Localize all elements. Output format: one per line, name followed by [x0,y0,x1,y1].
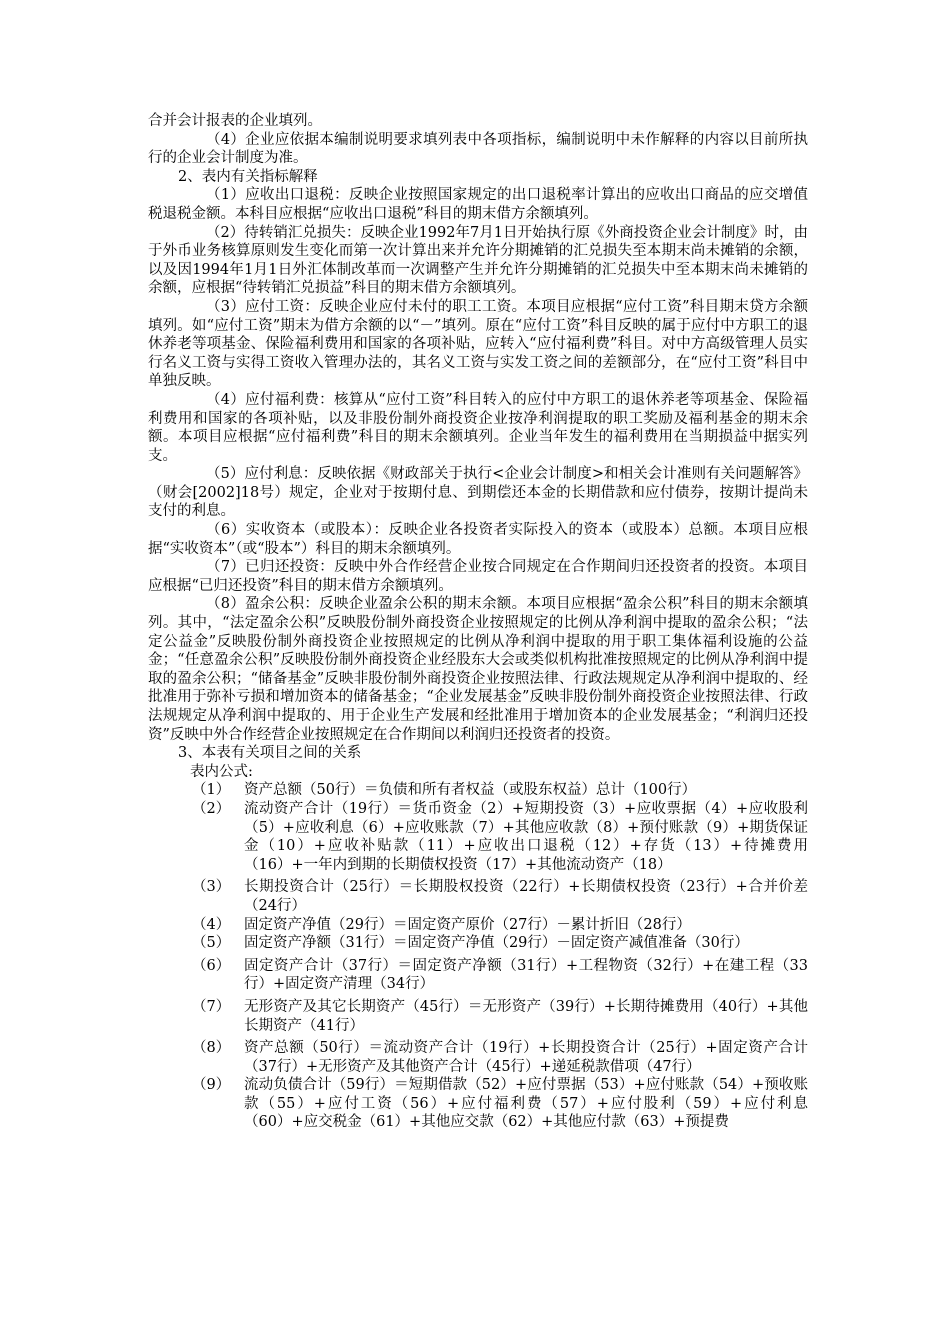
item-8: （8）盈余公积：反映企业盈余公积的期末余额。本项目应根据“盈余公积”科目的期末余额填列。其中，“法定盈余公积”反映股份制外商投资企业按照规定的比例从净利润中提取的盈余公积；“法定公益金”反映股份制外商投资企业按照规定的比例从净利润中提取的用于职工集体福利设施的公益金；“任意盈余公积”反映股份制外商投资企业经股东大会或类似机构批准按照规定的比例从净利润中提取的盈余公积；“储备基金”反映非股份制外商投资企业按照法律、行政法规规定从净利润中提取的、经批准用于弥补亏损和增加资本的储备基金；“企业发展基金”反映非股份制外商投资企业按照法律、行政法规规定从净利润中提取的、用于企业生产发展和经批准用于增加资本的企业发展基金；“利润归还投资”反映中外合作经营企业按照规定在合作期间以利润归还投资者的投资。 [148,596,808,743]
paragraph-continuation: 合并会计报表的企业填列。 [148,113,322,129]
formula-text: 资产总额（50行）＝负债和所有者权益（或股东权益）总计（100行） [244,782,697,799]
formula-text: 固定资产净额（31行）＝固定资产净值（29行）－固定资产减值准备（30行） [244,935,749,952]
formula-8 [148,1039,808,1076]
formula-number: （6） [192,957,231,974]
section-heading-3: 3、本表有关项目之间的关系 [178,745,362,762]
item-2: （2）待转销汇兑损失：反映企业1992年7月1日开始执行原《外商投资企业会计制度》时，由于外币业务核算原则发生变化而第一次计算出来并允许分期摊销的汇兑损失至本期末尚未摊销的余额，以及因1994年1月1日外汇体制改革而一次调整产生并允许分期摊销的汇兑损失中至本期末尚未摊销的余额，应根据“待转销汇兑损益”科目的期末借方余额填列。 [148,224,808,297]
formula-number: （1） [192,782,231,799]
formula-7 [148,998,808,1035]
item-7: （7）已归还投资：反映中外合作经营企业按合同规定在合作期间归还投资者的投资。本项目应根据“已归还投资”科目的期末借方余额填列。 [148,559,808,594]
formula-number: （3） [192,879,231,896]
formula-number: （9） [192,1077,231,1094]
formula-2 [148,800,808,874]
formula-number: （5） [192,935,231,952]
formula-3 [148,878,808,915]
document-body [148,112,808,1132]
formula-9 [148,1076,808,1132]
formula-number: （7） [192,998,231,1015]
formula-text: 长期投资合计（25行）＝长期股权投资（22行）+长期债权投资（23行）+合并价差（24行） [244,879,808,914]
formula-label: 表内公式: [190,763,253,780]
formula-text: 流动负债合计（59行）＝短期借款（52）+应付票据（53）+应付账款（54）+预收账款（55）+应付工资（56）+应付福利费（57）+应付股利（59）+应付利息（60）+应交税金（61）+其他应交款（62）+其他应付款（63）+预提费 [244,1077,808,1131]
formula-number: （4） [192,916,231,933]
section-heading-2: 2、表内有关指标解释 [178,168,318,185]
item-3: （3）应付工资：反映企业应付未付的职工工资。本项目应根据“应付工资”科目期末贷方余额填列。如“应付工资”期末为借方余额的以“－”填列。原在“应付工资”科目反映的属于应付中方职工的退休养老等项基金、保险福利费用和国家的各项补贴，应转入“应付福利费”科目。对中方高级管理人员实行名义工资与实得工资收入管理办法的，其名义工资与实发工资之间的差额部分，在“应付工资”科目中单独反映。 [148,298,808,390]
item-1: （1）应收出口退税：反映企业按照国家规定的出口退税率计算出的应收出口商品的应交增值税退税金额。本科目应根据“应收出口退税”科目的期末借方余额填列。 [148,187,808,222]
formula-number: （8） [192,1040,231,1057]
formula-text: 固定资产合计（37行）＝固定资产净额（31行）+工程物资（32行）+在建工程（33行）+固定资产清理（34行） [244,957,808,993]
formula-text: 无形资产及其它长期资产（45行）＝无形资产（39行）+长期待摊费用（40行）+其他长期资产（41行） [244,998,808,1034]
item-5: （5）应付利息：反映依据《财政部关于执行<企业会计制度>和相关会计准则有关问题解答》（财会[2002]18号）规定，企业对于按期付息、到期偿还本金的长期借款和应付债券，按期计提尚未支付的利息。 [148,466,808,520]
formula-5 [148,934,808,953]
formula-text: 固定资产净值（29行）＝固定资产原价（27行）－累计折旧（28行） [244,916,691,933]
formula-1 [148,781,808,800]
paragraph-note-4: （4）企业应依据本编制说明要求填列表中各项指标，编制说明中未作解释的内容以目前所执行的企业会计制度为准。 [148,131,808,167]
formula-6 [148,957,808,994]
item-4: （4）应付福利费：核算从“应付工资”科目转入的应付中方职工的退休养老等项基金、保险福利费用和国家的各项补贴，以及非股份制外商投资企业按净利润提取的职工奖励及福利基金的期末余额。本项目应根据“应付福利费”科目的期末余额填列。企业当年发生的福利费用在当期损益中据实列支。 [148,391,808,464]
item-6: （6）实收资本（或股本）：反映企业各投资者实际投入的资本（或股本）总额。本项目应根据“实收资本”（或“股本”）科目的期末余额填列。 [148,522,808,557]
formula-text: 流动资产合计（19行）＝货币资金（2）+短期投资（3）+应收票据（4）+应收股利（5）+应收利息（6）+应收账款（7）+其他应收款（8）+预付账款（9）+期货保证金（10）+应收补贴款（11）+应收出口退税（12）+存货（13）+待摊费用（16）+一年内到期的长期债权投资（17）+其他流动资产（18） [244,800,808,873]
formula-text: 资产总额（50行）＝流动资产合计（19行）+长期投资合计（25行）+固定资产合计（37行）+无形资产及其他资产合计（45行）+递延税款借项（47行） [244,1040,808,1075]
formula-4 [148,916,808,935]
formula-number: （2） [192,800,231,817]
